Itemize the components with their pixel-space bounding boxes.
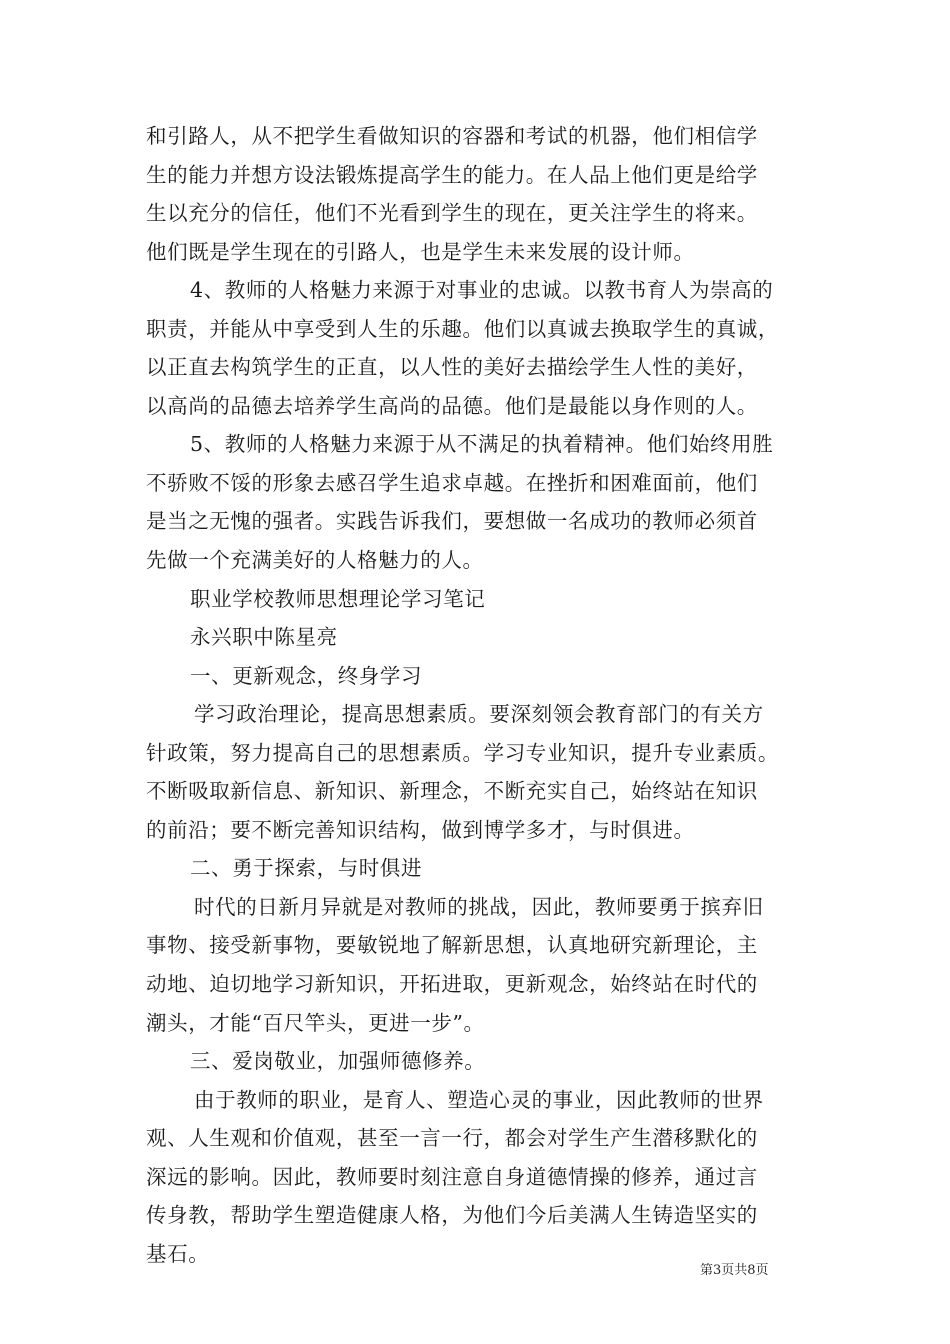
text-line: 他们既是学生现在的引路人，也是学生未来发展的设计师。 [146, 239, 695, 264]
text-line: 和引路人，从不把学生看做知识的容器和考试的机器，他们相信学 [146, 124, 758, 148]
section-heading: 一、更新观念，终身学习 [190, 663, 423, 688]
document-body [146, 117, 826, 1273]
text-line: 是当之无愧的强者。实践告诉我们，要想做一名成功的教师必须首 [146, 509, 758, 534]
text-line: 不骄败不馁的形象去感召学生追求卓越。在挫折和困难面前，他们 [146, 470, 758, 495]
text-line: 观、人生观和价值观，甚至一言一行，都会对学生产生潜移默化的 [146, 1126, 758, 1151]
page-number: 第3页共8页 [700, 1263, 769, 1278]
paragraph-start-line: 由于教师的职业，是育人、塑造心灵的事业，因此教师的世界 [194, 1087, 764, 1112]
text-line: 以高尚的品德去培养学生高尚的品德。他们是最能以身作则的人。 [146, 393, 758, 418]
text-line: 针政策，努力提高自己的思想素质。学习专业知识，提升专业素质。 [146, 740, 779, 765]
text-line: 动地、迫切地学习新知识，开拓进取，更新观念，始终站在时代的 [146, 972, 758, 997]
text-line: 以正直去构筑学生的正直，以人性的美好去描绘学生人性的美好， [146, 355, 758, 380]
text-line: 基石。 [146, 1241, 210, 1266]
paragraph-start-line: 学习政治理论，提高思想素质。要深刻领会教育部门的有关方 [194, 702, 764, 727]
text-line: 潮头，才能“百尺竿头，更进一步”。 [146, 1010, 485, 1035]
text-line: 深远的影响。因此，教师要时刻注意自身道德情操的修养，通过言 [146, 1164, 758, 1189]
text-line: 不断吸取新信息、新知识、新理念，不断充实自己，始终站在知识 [146, 779, 758, 804]
text-line: 先做一个充满美好的人格魅力的人。 [146, 548, 484, 573]
text-line: 生以充分的信任，他们不光看到学生的现在，更关注学生的将来。 [146, 201, 758, 226]
section-heading: 三、爱岗敬业，加强师德修养。 [190, 1049, 486, 1074]
paragraph-start-line: 时代的日新月异就是对教师的挑战，因此，教师要勇于摈弃旧 [194, 894, 764, 919]
text-line: 传身教，帮助学生塑造健康人格，为他们今后美满人生铸造坚实的 [146, 1203, 758, 1228]
paragraph-start-line: 4、教师的人格魅力来源于对事业的忠诚。以教书育人为崇高的 [190, 278, 774, 303]
section-title: 职业学校教师思想理论学习笔记 [190, 586, 486, 611]
text-line: 生的能力并想方设法锻炼提高学生的能力。在人品上他们更是给学 [146, 162, 758, 187]
author-line: 永兴职中陈星亮 [190, 625, 338, 650]
text-line: 事物、接受新事物，要敏锐地了解新思想，认真地研究新理论，主 [146, 933, 758, 958]
paragraph-start-line: 5、教师的人格魅力来源于从不满足的执着精神。他们始终用胜 [190, 432, 774, 457]
text-line: 的前沿；要不断完善知识结构，做到博学多才，与时俱进。 [146, 817, 695, 842]
text-line: 职责，并能从中享受到人生的乐趣。他们以真诚去换取学生的真诚， [146, 316, 779, 341]
section-heading: 二、勇于探索，与时俱进 [190, 856, 423, 881]
